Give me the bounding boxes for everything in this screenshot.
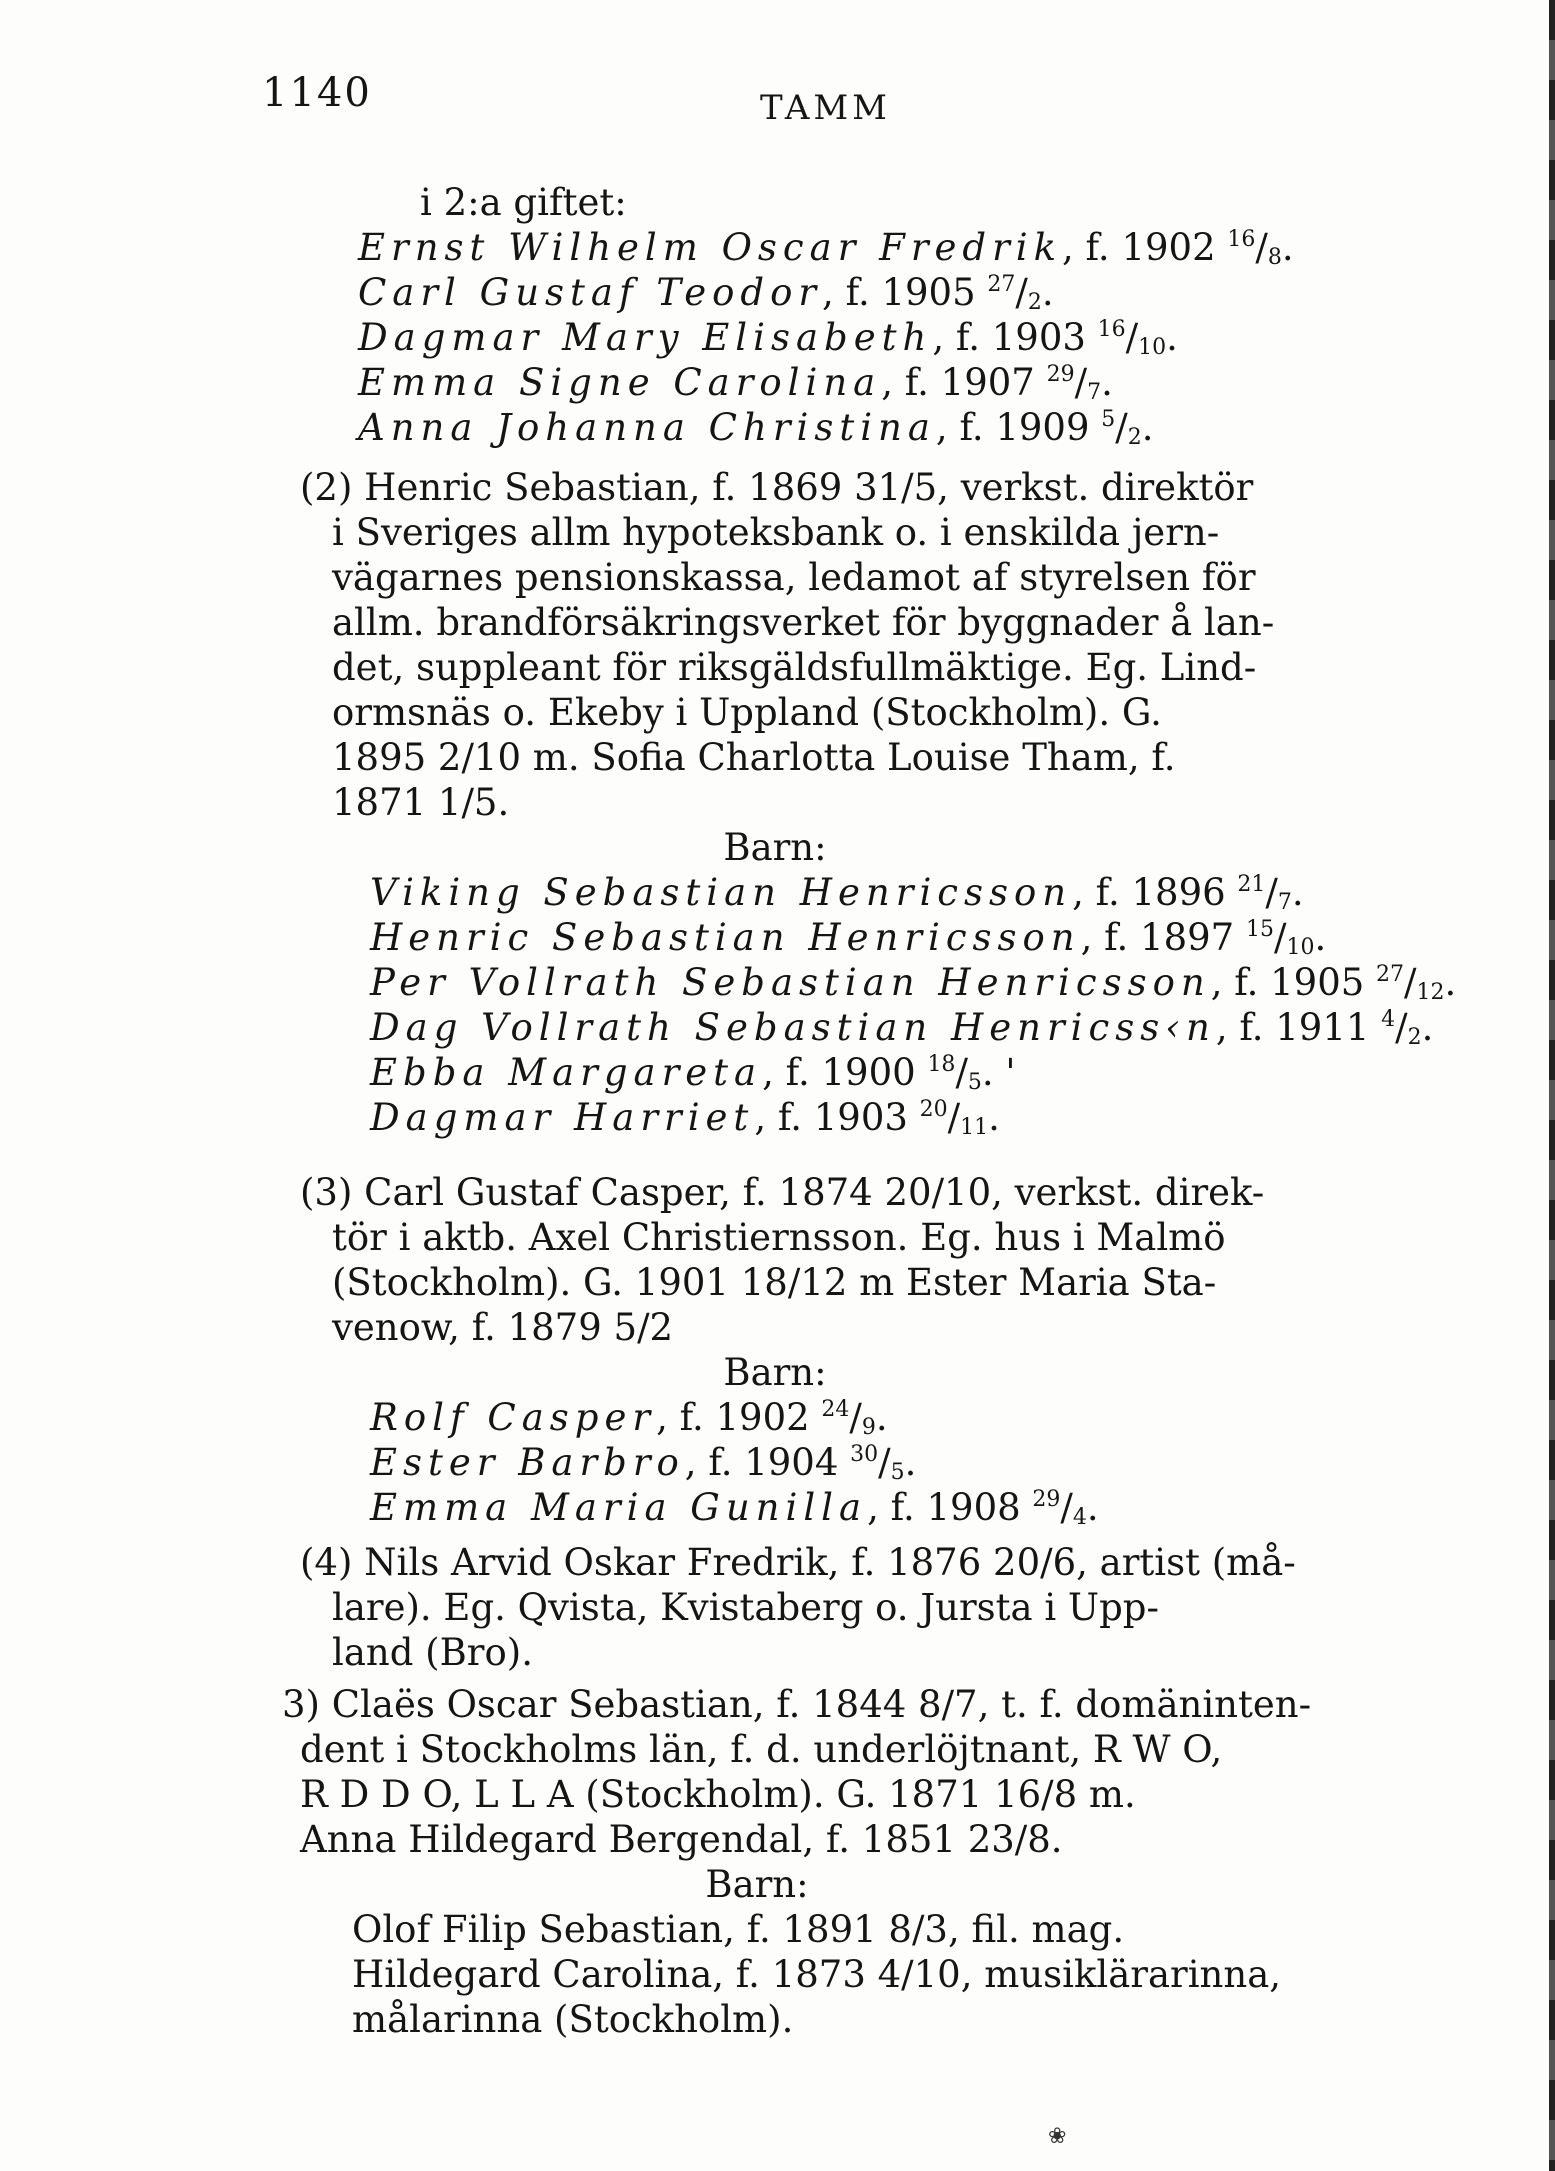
birth-month: 4 (1072, 1505, 1087, 1530)
birth-year: , f. 1905 (822, 271, 988, 314)
child-name: Anna Johanna Christina (358, 406, 936, 449)
birth-month: 7 (1277, 890, 1292, 915)
text-line: 1895 2/10 m. Sofia Charlotta Louise Tham, f. (332, 736, 1176, 779)
child-entry: Dagmar Mary Elisabeth, f. 1903 $^{16}/_{10}$. (358, 316, 1178, 360)
text-line: målarinna (Stockholm). (352, 1998, 794, 2041)
birth-day: 29 (1046, 362, 1075, 387)
birth-day: 4 (1381, 1007, 1396, 1032)
barn-label: Barn: (723, 1351, 827, 1394)
text-line: ormsnäs o. Ekeby i Uppland (Stockholm). G. (332, 691, 1162, 734)
text-line: R D D O, L L A (Stockholm). G. 1871 16/8 m. (300, 1773, 1136, 1816)
line-end: . (1166, 316, 1178, 359)
text-line: venow, f. 1879 5/2 (332, 1306, 674, 1349)
line-end: . (1041, 271, 1054, 314)
birth-month: 12 (1416, 980, 1445, 1005)
entry-carl-gustaf-casper (300, 1170, 1360, 1530)
section-first-marriage-children (320, 180, 1380, 450)
birth-month: 8 (1267, 245, 1282, 270)
text-line: (4) Nils Arvid Oskar Fredrik, f. 1876 20/6, artist (må- (300, 1541, 1296, 1584)
birth-day: 27 (1376, 962, 1405, 987)
child-entry: Emma Signe Carolina, f. 1907 $^{29}/_7$. (358, 361, 1113, 405)
child-name: Dagmar Mary Elisabeth (358, 316, 933, 359)
line-end: . (1291, 871, 1304, 914)
text-line: 3) Claës Oscar Sebastian, f. 1844 8/7, t. f. domäninten- (282, 1683, 1312, 1726)
child-entry: Dag Vollrath Sebastian Henricss‹n, f. 1911 $^4/_2$. (370, 1006, 1434, 1050)
entry-text (282, 1682, 1342, 1862)
birth-month: 9 (861, 1415, 876, 1440)
birth-day: 21 (1237, 872, 1266, 897)
line-end: . (1141, 406, 1154, 449)
running-head: TAMM (760, 88, 891, 128)
birth-month: 10 (1286, 935, 1315, 960)
birth-day: 30 (850, 1442, 879, 1467)
text-line: 1871 1/5. (332, 781, 510, 824)
page-edge (1549, 0, 1555, 2171)
child-name: Ester Barbro (370, 1441, 685, 1484)
child-entry: Dagmar Harriet, f. 1903 $^{20}/_{11}$. (370, 1096, 1000, 1140)
children-list (300, 1395, 1360, 1530)
birth-day: 20 (919, 1097, 948, 1122)
child-name: Ernst Wilhelm Oscar Fredrik (358, 226, 1063, 269)
birth-day: 16 (1227, 227, 1256, 252)
birth-year: , f. 1905 (1210, 961, 1377, 1004)
line-end: . ' (981, 1051, 1016, 1094)
line-end: . (1101, 361, 1113, 404)
birth-day: 18 (927, 1052, 956, 1077)
barn-label: Barn: (723, 826, 827, 869)
line-end: . (1421, 1006, 1434, 1049)
birth-day: 15 (1245, 917, 1274, 942)
child-name: Per Vollrath Sebastian Henricsson (370, 961, 1211, 1004)
text-line: tör i aktb. Axel Christiernsson. Eg. hus i Malmö (332, 1216, 1226, 1259)
entry-text (300, 1540, 1360, 1675)
birth-year: , f. 1900 (762, 1051, 928, 1094)
child-entry: Emma Maria Gunilla, f. 1908 $^{29}/_4$. (370, 1486, 1099, 1530)
page-number: 1140 (262, 70, 372, 116)
entry-claes-oscar (282, 1682, 1342, 2042)
children-list (320, 225, 1380, 450)
line-end: . (1281, 226, 1294, 269)
text-line: dent i Stockholms län, f. d. underlöjtnant, R W O, (300, 1728, 1223, 1771)
text-line: (2) Henric Sebastian, f. 1869 31/5, verkst. direktör (300, 466, 1254, 509)
text-line: allm. brandförsäkringsverket för byggnader å lan- (332, 601, 1275, 644)
birth-day: 16 (1097, 317, 1126, 342)
child-name: Dag Vollrath Sebastian Henricss‹n (370, 1006, 1216, 1049)
entry-henric-sebastian (300, 465, 1457, 1140)
text-line: Hildegard Carolina, f. 1873 4/10, musiklärarinna, (352, 1953, 1282, 1996)
birth-year: , f. 1903 (932, 316, 1098, 359)
birth-month: 7 (1087, 380, 1102, 405)
children-list (300, 870, 1457, 1140)
child-entry: Per Vollrath Sebastian Henricsson, f. 1905 $^{27}/_{12}$. (370, 961, 1457, 1005)
text-line: (Stockholm). G. 1901 18/12 m Ester Maria Sta- (332, 1261, 1217, 1304)
birth-year: , f. 1907 (881, 361, 1047, 404)
line-end: . (875, 1396, 888, 1439)
birth-year: , f. 1903 (754, 1096, 920, 1139)
text-line: Olof Filip Sebastian, f. 1891 8/3, fil. mag. (352, 1908, 1125, 1951)
child-name: Emma Maria Gunilla (370, 1486, 868, 1529)
birth-month: 2 (1407, 1025, 1422, 1050)
birth-month: 11 (960, 1115, 989, 1140)
line-end: . (1314, 916, 1327, 959)
birth-month: 2 (1027, 290, 1042, 315)
text-line: vägarnes pensionskassa, ledamot af styrelsen för (332, 556, 1256, 599)
child-name: Carl Gustaf Teodor (358, 271, 823, 314)
birth-year: , f. 1908 (867, 1486, 1033, 1529)
child-name: Rolf Casper (370, 1396, 657, 1439)
birth-year: , f. 1902 (656, 1396, 822, 1439)
line-end: . (1086, 1486, 1099, 1529)
child-entry: Ebba Margareta, f. 1900 $^{18}/_5$. ' (370, 1051, 1016, 1095)
birth-month: 2 (1127, 425, 1142, 450)
birth-day: 29 (1032, 1487, 1061, 1512)
birth-month: 5 (890, 1460, 905, 1485)
birth-year: , f. 1911 (1215, 1006, 1382, 1049)
line-end: . (1444, 961, 1457, 1004)
section-intro: i 2:a giftet: (420, 181, 627, 224)
child-name: Dagmar Harriet (370, 1096, 755, 1139)
text-line: det, suppleant för riksgäldsfullmäktige. Eg. Lind- (332, 646, 1257, 689)
birth-month: 5 (967, 1070, 982, 1095)
children-list (282, 1907, 1342, 2042)
barn-label: Barn: (705, 1863, 809, 1906)
child-entry: Ernst Wilhelm Oscar Fredrik, f. 1902 $^{16}/_8$. (358, 226, 1294, 270)
child-entry: Henric Sebastian Henricsson, f. 1897 $^{15}/_{10}$. (370, 916, 1327, 960)
line-end: . (988, 1096, 1000, 1139)
text-line: land (Bro). (332, 1631, 533, 1674)
birth-month: 10 (1138, 335, 1167, 360)
birth-year: , f. 1897 (1080, 916, 1246, 959)
text-line: lare). Eg. Qvista, Kvistaberg o. Jursta i Upp- (332, 1586, 1159, 1629)
child-entry: Ester Barbro, f. 1904 $^{30}/_5$. (370, 1441, 917, 1485)
child-name: Emma Signe Carolina (358, 361, 882, 404)
child-entry: Carl Gustaf Teodor, f. 1905 $^{27}/_2$. (358, 271, 1054, 315)
text-line: (3) Carl Gustaf Casper, f. 1874 20/10, verkst. direk- (300, 1171, 1265, 1214)
line-end: . (904, 1441, 917, 1484)
entry-text (300, 1170, 1360, 1350)
text-line: Anna Hildegard Bergendal, f. 1851 23/8. (300, 1818, 1063, 1861)
birth-day: 27 (987, 272, 1016, 297)
child-entry: Rolf Casper, f. 1902 $^{24}/_9$. (370, 1396, 888, 1440)
birth-year: , f. 1896 (1072, 871, 1238, 914)
birth-day: 24 (821, 1397, 850, 1422)
child-name: Ebba Margareta (370, 1051, 763, 1094)
printer-mark-icon: ❀ (1048, 2124, 1067, 2149)
text-line: i Sveriges allm hypoteksbank o. i enskilda jern- (332, 511, 1220, 554)
entry-nils-arvid (300, 1540, 1360, 1675)
birth-year: , f. 1902 (1062, 226, 1228, 269)
birth-year: , f. 1909 (935, 406, 1102, 449)
child-name: Henric Sebastian Henricsson (370, 916, 1081, 959)
child-entry: Anna Johanna Christina, f. 1909 $^5/_2$. (358, 406, 1154, 450)
birth-year: , f. 1904 (684, 1441, 851, 1484)
entry-text (300, 465, 1360, 825)
child-entry: Viking Sebastian Henricsson, f. 1896 $^{21}/_7$. (370, 871, 1304, 915)
child-name: Viking Sebastian Henricsson (370, 871, 1073, 914)
birth-day: 5 (1101, 407, 1116, 432)
